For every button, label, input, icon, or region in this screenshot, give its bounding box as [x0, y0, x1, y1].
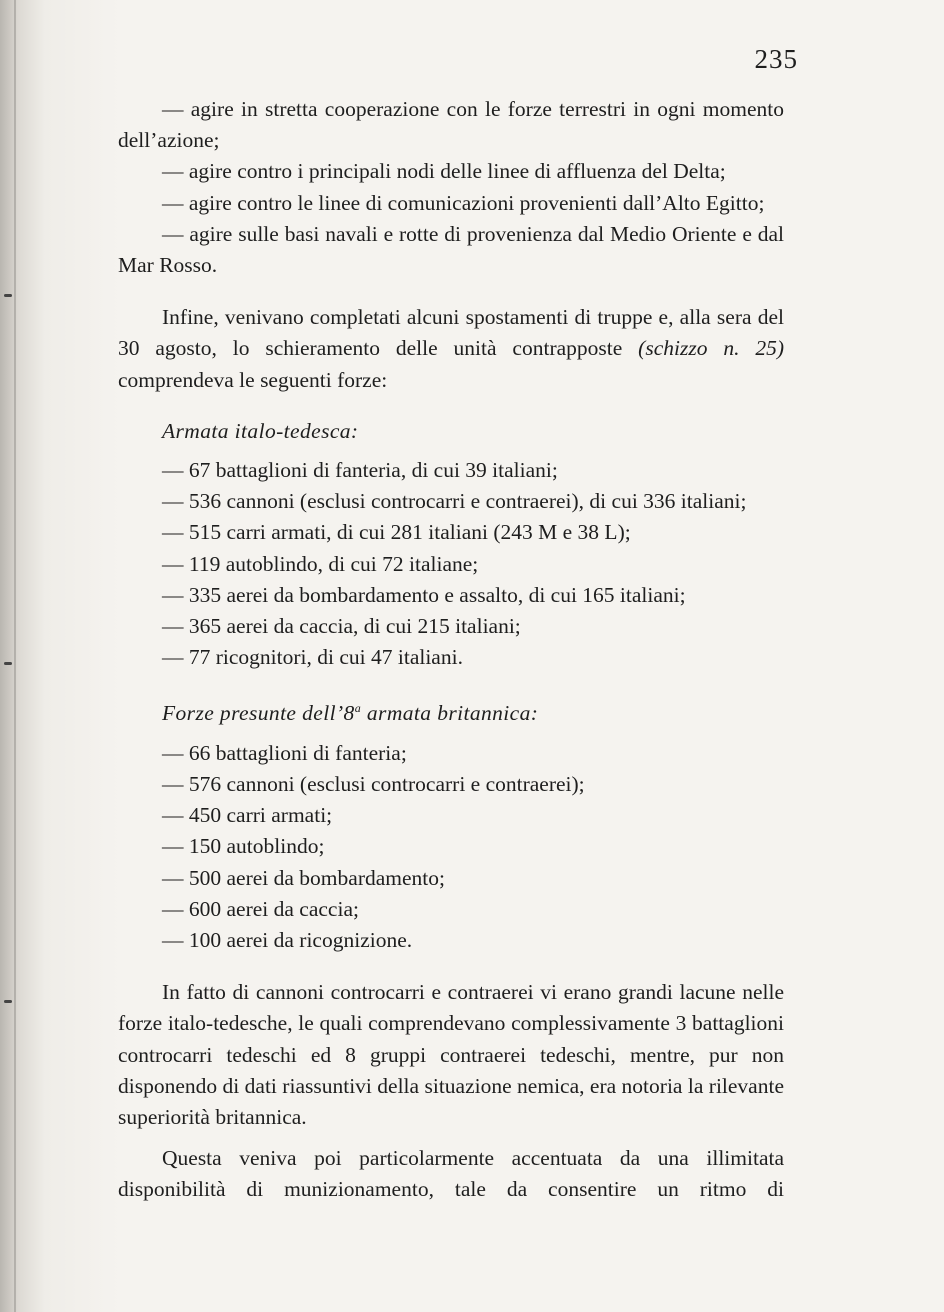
intro-paragraph	[118, 302, 784, 396]
margin-mark	[4, 1000, 12, 1003]
british-force-item: — 500 aerei da bombardamento;	[162, 865, 445, 890]
axis-force-item: — 67 battaglioni di fanteria, di cui 39 italiani;	[162, 458, 558, 483]
margin-mark	[4, 662, 12, 665]
british-force-item: — 450 carri armati;	[162, 803, 333, 828]
british-heading	[162, 693, 784, 729]
british-force-item: — 150 autoblindo;	[162, 834, 325, 859]
closing-paragraph: In fatto di cannoni controcarri e contraerei vi erano grandi lacune nelle forze italo-tedesche, le quali comprendevano complessivamente 3 battaglioni controcarri tedeschi ed 8 gruppi contraerei tedeschi, mentre, pur non disponendo di dati riassuntivi della situazione nemica, era notoria la rilevante superiorità britannica.	[118, 980, 784, 1130]
objective-item: — agire in stretta cooperazione con le forze terrestri in ogni momento dell’azione;	[118, 97, 784, 153]
margin-mark	[4, 294, 12, 297]
british-heading-text: Forze presunte dell’8	[162, 701, 355, 726]
ordinal-superscript: a	[354, 701, 362, 716]
body-text	[118, 94, 784, 1206]
british-force-item: — 576 cannoni (esclusi controcarri e contraerei);	[162, 772, 585, 797]
axis-force-item: — 515 carri armati, di cui 281 italiani (243 M e 38 L);	[162, 520, 631, 545]
closing-paragraph: Questa veniva poi particolarmente accentuata da una illimitata disponibilità di munizionamento, tale da consentire un ritmo di	[118, 1146, 784, 1202]
axis-forces-list	[118, 455, 784, 673]
axis-force-item: — 536 cannoni (esclusi controcarri e contraerei), di cui 336 italiani;	[162, 489, 747, 514]
british-force-item: — 66 battaglioni di fanteria;	[162, 740, 407, 765]
intro-text: Infine, venivano completati alcuni spostamenti di truppe e, alla sera del 30 agosto, lo schieramento delle unità contrapposte	[118, 305, 784, 361]
binding-gutter	[14, 0, 16, 1312]
objectives-list	[118, 94, 784, 281]
sketch-reference: (schizzo n. 25)	[638, 336, 785, 361]
british-force-item: — 100 aerei da ricognizione.	[162, 928, 413, 953]
objective-item: — agire contro i principali nodi delle linee di affluenza del Delta;	[162, 159, 726, 184]
objective-item: — agire sulle basi navali e rotte di provenienza dal Medio Oriente e dal Mar Rosso.	[118, 221, 784, 278]
axis-heading: Armata italo-tedesca:	[162, 418, 359, 443]
british-forces-list	[118, 738, 784, 956]
axis-force-item: — 365 aerei da caccia, di cui 215 italiani;	[162, 614, 521, 639]
page-number: 235	[754, 44, 798, 74]
axis-force-item: — 77 ricognitori, di cui 47 italiani.	[162, 645, 463, 670]
british-force-item: — 600 aerei da caccia;	[162, 896, 359, 921]
intro-text-end: comprendeva le seguenti forze:	[118, 367, 388, 392]
axis-force-item: — 335 aerei da bombardamento e assalto, di cui 165 italiani;	[162, 582, 686, 607]
objective-item: — agire contro le linee di comunicazioni provenienti dall’Alto Egitto;	[162, 190, 765, 215]
axis-force-item: — 119 autoblindo, di cui 72 italiane;	[162, 551, 479, 576]
british-heading-text-end: armata britannica:	[361, 701, 539, 726]
